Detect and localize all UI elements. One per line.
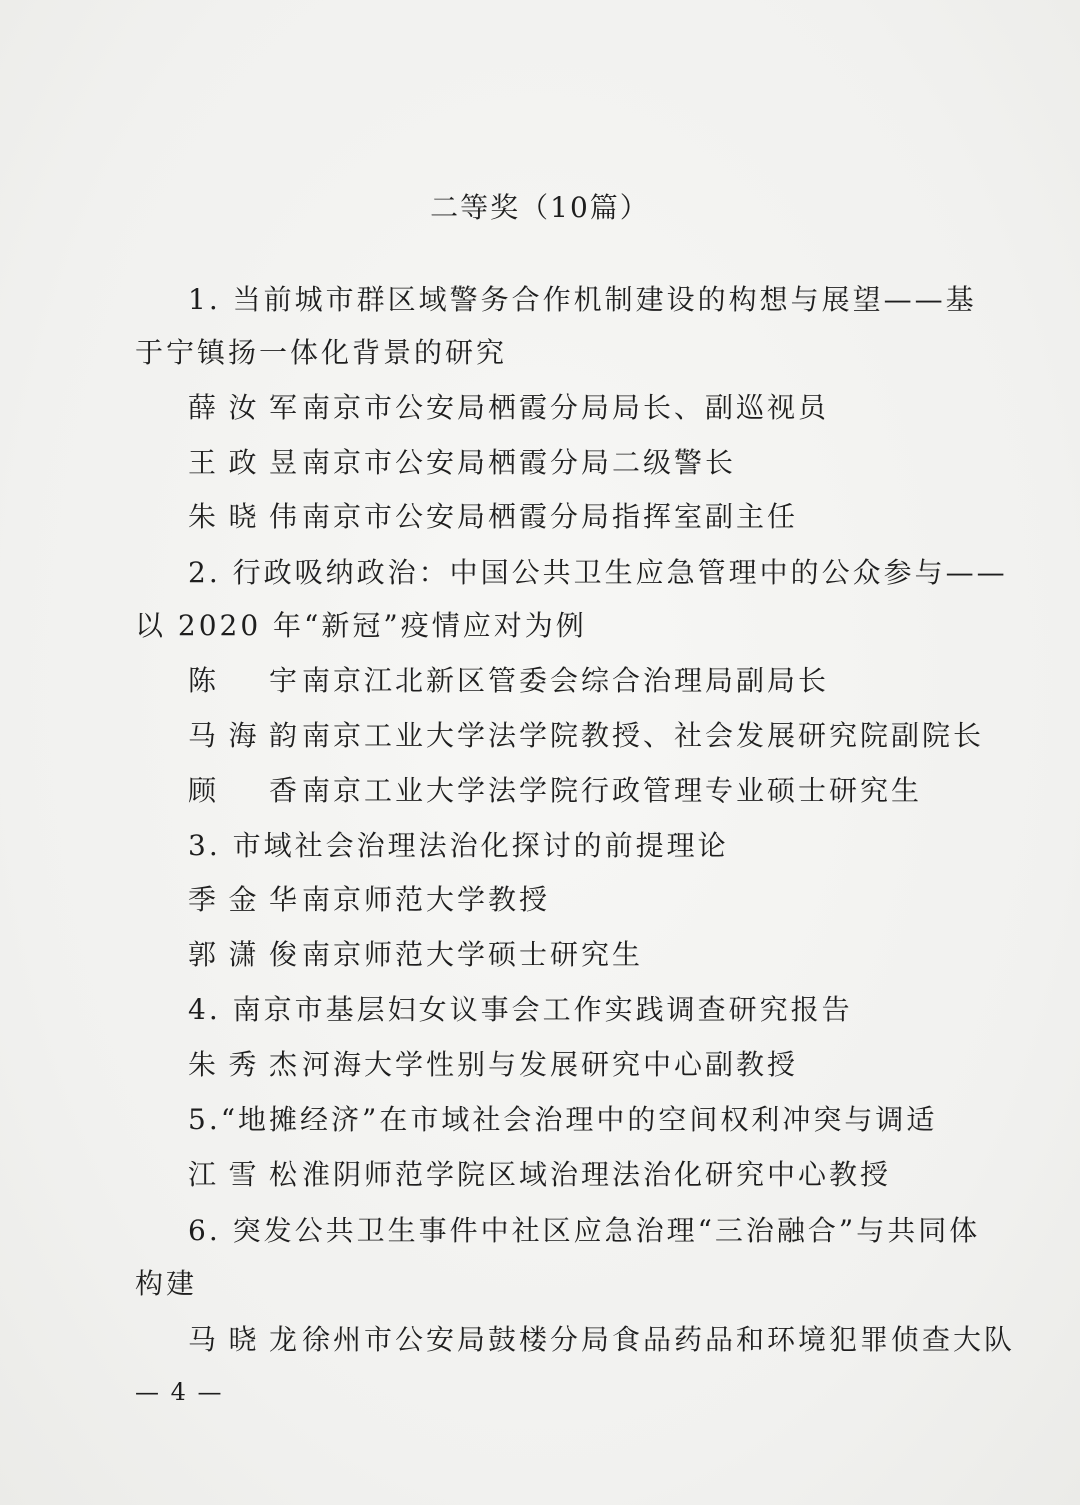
- person-role: 南京工业大学法学院教授、社会发展研究院副院长: [302, 719, 985, 752]
- item-1-title-cont: 于宁镇扬一体化背景的研究: [135, 336, 508, 369]
- item-5-title: 5.“地摊经济”在市域社会治理中的空间权利冲突与调适: [188, 1103, 938, 1136]
- person-name: 马海韵: [188, 719, 300, 752]
- person-role: 南京师范大学硕士研究生: [302, 938, 644, 971]
- person-role: 南京师范大学教授: [302, 883, 551, 916]
- item-3-person-1: [188, 880, 550, 920]
- person-name: 江雪松: [188, 1158, 300, 1191]
- item-6-person-1: [188, 1320, 1015, 1360]
- item-1-title: 1. 当前城市群区域警务合作机制建设的构想与展望——基: [188, 283, 977, 316]
- item-6-title: 6. 突发公共卫生事件中社区应急治理“三治融合”与共同体: [188, 1214, 981, 1247]
- person-role: 淮阴师范学院区域治理法治化研究中心教授: [302, 1158, 892, 1191]
- person-role: 徐州市公安局鼓楼分局食品药品和环境犯罪侦查大队: [302, 1323, 1016, 1356]
- person-name: 顾香: [188, 774, 300, 807]
- item-4-title: 4. 南京市基层妇女议事会工作实践调查研究报告: [188, 993, 853, 1026]
- person-role: 南京市公安局栖霞分局局长、副巡视员: [302, 391, 830, 424]
- item-3-person-2: [188, 935, 643, 975]
- person-name: 朱晓伟: [188, 500, 300, 533]
- person-role: 南京江北新区管委会综合治理局副局长: [302, 664, 830, 697]
- item-1-person-3: [188, 497, 798, 537]
- item-2-person-3: [188, 771, 922, 811]
- person-name: 薛汝军: [188, 391, 300, 424]
- person-role: 南京工业大学法学院行政管理专业硕士研究生: [302, 774, 923, 807]
- item-2-person-1: [188, 661, 829, 701]
- item-2-person-2: [188, 716, 984, 756]
- person-role: 南京市公安局栖霞分局指挥室副主任: [302, 500, 799, 533]
- item-1-person-1: [188, 388, 829, 428]
- section-heading: 二等奖（10篇）: [430, 191, 650, 224]
- item-6-title-cont: 构建: [135, 1267, 198, 1300]
- person-name: 朱秀杰: [188, 1048, 300, 1081]
- item-5-person-1: [188, 1155, 891, 1195]
- person-name: 季金华: [188, 883, 300, 916]
- item-1-person-2: [188, 443, 736, 483]
- person-name: 陈宇: [188, 664, 300, 697]
- person-name: 王政昱: [188, 446, 300, 479]
- person-name: 郭潇俊: [188, 938, 300, 971]
- page-number: — 4 —: [135, 1378, 224, 1406]
- item-2-title-cont: 以 2020 年“新冠”疫情应对为例: [135, 609, 587, 642]
- item-4-person-1: [188, 1045, 798, 1085]
- item-2-title: 2. 行政吸纳政治：中国公共卫生应急管理中的公众参与——: [188, 556, 1008, 589]
- person-role: 南京市公安局栖霞分局二级警长: [302, 446, 737, 479]
- person-role: 河海大学性别与发展研究中心副教授: [302, 1048, 799, 1081]
- person-name: 马晓龙: [188, 1323, 300, 1356]
- item-3-title: 3. 市域社会治理法治化探讨的前提理论: [188, 829, 729, 862]
